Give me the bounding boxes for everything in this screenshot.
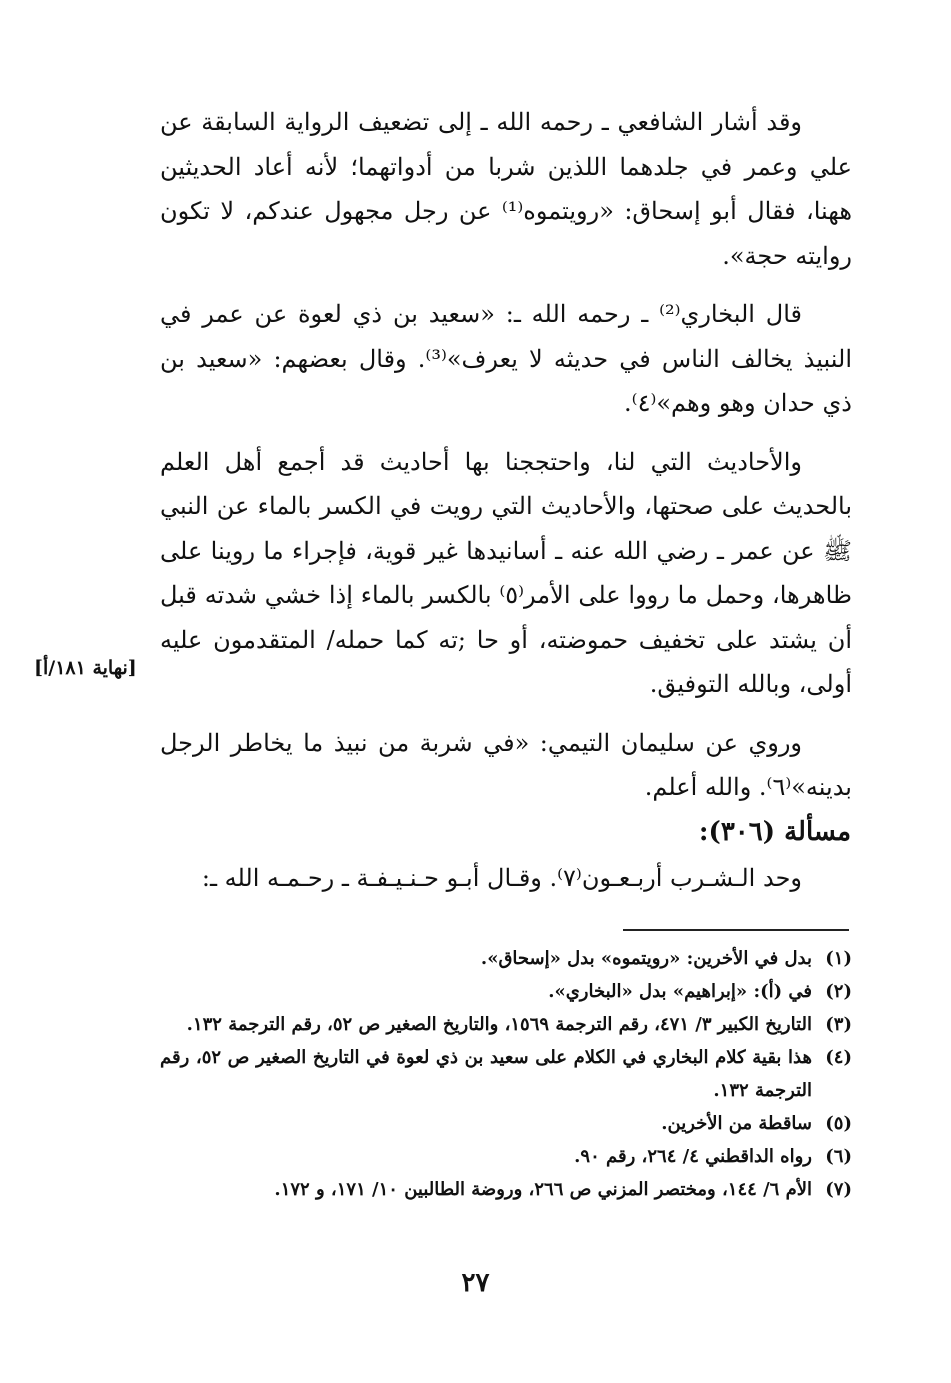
- footnote-item: [160, 975, 852, 1008]
- footnote-text: الأم ٦/ ١٤٤، ومختصر المزني ص ٢٦٦، وروضة الطالبين ١٠/ ١٧١، و ١٧٢.: [274, 1179, 812, 1200]
- footnote-text: ساقطة من الأخرين.: [661, 1113, 812, 1134]
- margin-note: [نهاية ١٨١/أ]: [34, 657, 137, 679]
- footnote-number: (٧): [825, 1179, 852, 1200]
- footnote-number: (٤): [825, 1047, 852, 1068]
- footnote-number: (٦): [825, 1146, 852, 1167]
- footnote-text: التاريخ الكبير ٣/ ٤٧١، رقم الترجمة ١٥٦٩، والتاريخ الصغير ص ٥٢، رقم الترجمة ١٣٢.: [186, 1014, 812, 1035]
- footnotes: [160, 942, 852, 1206]
- paragraph-3: والأحاديث التي لنا، واحتججنا بها أحاديث قد أجمع أهل العلم بالحديث على صحتها، والأحاديث التي رويت في الكسر بالماء عن النبي ﷺ عن عمر ـ رضي الله عنه ـ أسانيدها غير قوية، فإجراء ما روينا على ظاهرها، وحمل ما رووا على الأمر⁽٥⁾ بالكسر بالماء إذا خشي شدته قبل أن يشتد على تخفيف حموضته، أو حا ;ته كما حمله/ المتقدمون عليه أولى، وبالله التوفيق.: [160, 447, 853, 698]
- footnote-item: [160, 1041, 852, 1107]
- paragraph-2: قال البخاري⁽²⁾ ـ رحمه الله ـ: «سعيد بن ذي لعوة عن عمر في النبيذ يخالف الناس في حديثه لا يعرف»⁽³⁾. وقال بعضهم: «سعيد بن ذي حدان وهو وهم»⁽٤⁾.: [160, 300, 852, 417]
- footnote-item: [160, 1107, 852, 1140]
- footnote-number: (٢): [825, 981, 852, 1002]
- footnote-text: في (أ): «إبراهيم» بدل «البخاري».: [548, 981, 812, 1002]
- footnote-number: (٣): [825, 1014, 852, 1035]
- main-text: [160, 100, 852, 810]
- footnote-item: [160, 942, 852, 975]
- page-number: ٢٧: [461, 1268, 490, 1298]
- footnote-text: بدل في الأخرين: «رويتموه» بدل «إسحاق».: [480, 948, 812, 969]
- footnote-number: (١): [825, 948, 852, 969]
- footnote-text: رواه الداقطني ٤/ ٢٦٤، رقم ٩٠.: [574, 1146, 812, 1167]
- footnote-item: [160, 1173, 852, 1206]
- paragraph-5: وحد الـشـرب أربـعـون⁽٧⁾. وقـال أبـو حـنـيـفـة ـ رحـمـه الله ـ:: [201, 864, 802, 892]
- footnote-number: (٥): [825, 1113, 852, 1134]
- footnote-text: هذا بقية كلام البخاري في الكلام على سعيد بن ذي لعوة في التاريخ الصغير ص ٥٢، رقم الترجمة ١٣٢.: [160, 1047, 813, 1101]
- paragraph-1: وقد أشار الشافعي ـ رحمه الله ـ إلى تضعيف الرواية السابقة عن علي وعمر في جلدهما اللذين شربا من أدواتهما؛ لأنه أعاد الحديثين ههنا، فقال أبو إسحاق: «رويتموه⁽¹⁾ عن رجل مجهول عندكم، لا تكون روايته حجة».: [160, 108, 852, 270]
- section-heading: مسألة (٣٠٦):: [698, 817, 851, 847]
- footnote-item: [160, 1140, 852, 1173]
- footnote-divider: [623, 929, 849, 931]
- paragraph-4: وروي عن سليمان التيمي: «في شربة من نبيذ ما يخاطر الرجل بدينه»⁽٦⁾. والله أعلم.: [160, 728, 852, 801]
- footnote-item: [160, 1008, 852, 1041]
